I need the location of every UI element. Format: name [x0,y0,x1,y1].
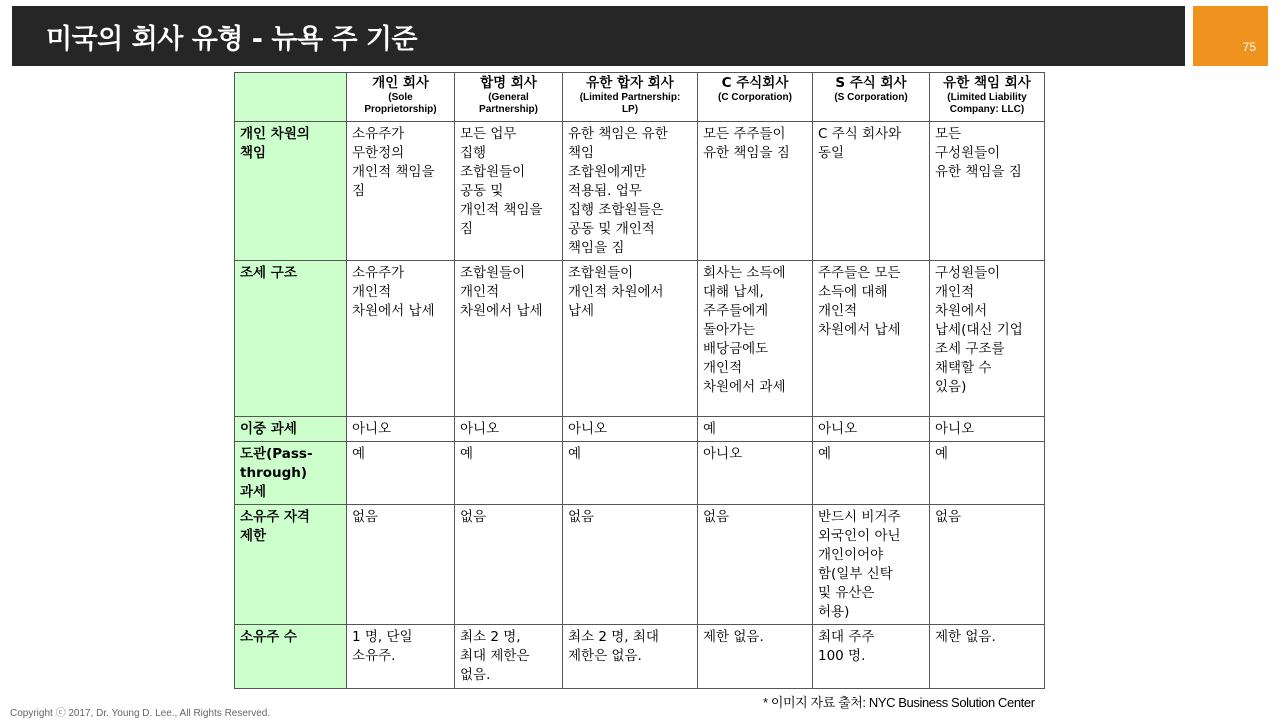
cell-line: 동일 [818,145,845,161]
cell-line: 없음 [568,509,595,525]
cell-line: 차원에서 과세 [703,379,786,395]
row-header-line: 과세 [240,484,267,500]
cell-line: 개인이어야 [818,547,884,563]
cell-line: 허용) [818,604,850,620]
table-row [235,122,1045,261]
cell-line: C 주식 회사와 [818,126,902,142]
company-comparison-table [234,72,1045,689]
row-header-line: 도관(Pass- [240,446,313,462]
cell-line: 예 [568,446,582,462]
image-source-note: * 이미지 자료 출처: NYC Business Solution Center [763,695,1035,710]
table-cell [698,261,813,417]
cell-line: 공동 및 개인적 [568,221,655,237]
cell-line: 개인적 [460,284,500,300]
table-header-row [235,73,1045,122]
table-cell [455,625,563,689]
table-cell [698,625,813,689]
column-header [813,73,930,122]
table-cell [563,625,698,689]
cell-line: 조합원들이 [568,265,634,281]
table-cell [930,261,1045,417]
cell-line: 회사는 소득에 [703,265,786,281]
row-header-line: 소유주 자격 [240,509,310,525]
column-header-subtitle: LP) [621,104,639,115]
column-header-subtitle: (Limited Liability [947,92,1027,103]
column-header-title: 개인 회사 [372,75,429,91]
page-title: 미국의 회사 유형 - 뉴욕 주 기준 [46,24,418,55]
cell-line: 차원에서 납세 [460,303,543,319]
table-cell [698,122,813,261]
copyright-notice: Copyright ⓒ 2017, Dr. Young D. Lee., All Rights Reserved. [10,708,271,719]
cell-line: 아니오 [352,421,392,437]
cell-line: 예 [460,446,474,462]
table-row [235,505,1045,625]
column-header-title: C 주식회사 [721,75,789,91]
row-header-line: 개인 차원의 [240,126,310,142]
cell-line: 최대 주주 [818,629,875,645]
table-cell [455,122,563,261]
cell-line: 구성원들이 [935,145,1001,161]
table-cell [813,122,930,261]
cell-line: 적용됨. 업무 [568,183,642,199]
cell-line: 모든 [935,126,962,142]
table-cell [347,505,455,625]
cell-line: 반드시 비거주 [818,509,901,525]
table-cell [813,417,930,442]
page-number-box [1193,6,1268,66]
table-cell [698,417,813,442]
table-cell [563,417,698,442]
column-header [698,73,813,122]
table-cell [563,261,698,417]
cell-line: 개인적 [352,284,392,300]
cell-line: 최대 제한은 [460,648,530,664]
cell-line: 소득에 대해 [818,284,888,300]
cell-line: 아니오 [703,446,743,462]
table-cell [813,261,930,417]
row-header [235,417,347,442]
row-header [235,122,347,261]
title-bar [12,6,1185,66]
cell-line: 차원에서 [935,303,988,319]
column-header-subtitle: (Limited Partnership: [579,92,681,103]
cell-line: 주주들에게 [703,303,769,319]
row-header [235,442,347,505]
table-cell [455,505,563,625]
cell-line: 모든 업무 [460,126,517,142]
table-cell [347,417,455,442]
column-header [930,73,1045,122]
table-cell [455,417,563,442]
cell-line: 차원에서 납세 [352,303,435,319]
cell-line: 차원에서 납세 [818,322,901,338]
cell-line: 아니오 [935,421,975,437]
cell-line: 조합원들이 [460,265,526,281]
cell-line: 있음) [935,379,967,395]
column-header-subtitle: (Sole [388,92,413,103]
table-cell [930,505,1045,625]
cell-line: 개인적 책임을 [352,164,435,180]
table-row [235,442,1045,505]
cell-line: 개인적 [703,360,743,376]
table-row [235,261,1045,417]
table-cell [347,442,455,505]
cell-line: 구성원들이 [935,265,1001,281]
cell-line: 제한 없음. [935,629,996,645]
cell-line: 예 [352,446,366,462]
table-cell [930,122,1045,261]
table-corner-cell [235,73,347,122]
cell-line: 소유주가 [352,126,405,142]
cell-line: 개인적 [818,303,858,319]
cell-line: 없음 [352,509,379,525]
cell-line: 집행 조합원들은 [568,202,664,218]
table-cell [930,442,1045,505]
column-header-subtitle: Partnership) [479,104,538,115]
cell-line: 함(일부 신탁 [818,566,893,582]
row-header-line: 이중 과세 [240,421,297,437]
table-cell [930,625,1045,689]
table-cell [813,505,930,625]
table-cell [698,442,813,505]
column-header [563,73,698,122]
cell-line: 돌아가는 [703,322,756,338]
row-header-line: through) [240,465,308,481]
column-header-title: S 주식 회사 [835,75,907,91]
table-cell [347,122,455,261]
table-cell [930,417,1045,442]
cell-line: 없음 [460,509,487,525]
table-cell [347,625,455,689]
row-header-line: 소유주 수 [240,629,297,645]
cell-line: 공동 및 [460,183,504,199]
row-header [235,261,347,417]
cell-line: 아니오 [568,421,608,437]
table-cell [563,505,698,625]
cell-line: 소유주가 [352,265,405,281]
cell-line: 무한정의 [352,145,405,161]
cell-line: 책임을 짐 [568,240,625,256]
cell-line: 짐 [352,183,366,199]
cell-line: 없음. [460,667,491,683]
column-header-subtitle: Proprietorship) [364,104,437,115]
column-header [347,73,455,122]
cell-line: 최소 2 명, 최대 [568,629,659,645]
table-cell [698,505,813,625]
table-cell [813,625,930,689]
cell-line: 조합원에게만 [568,164,647,180]
cell-line: 배당금에도 [703,341,769,357]
cell-line: 예 [818,446,832,462]
cell-line: 책임 [568,145,595,161]
cell-line: 외국인이 아닌 [818,528,901,544]
cell-line: 모든 주주들이 [703,126,786,142]
cell-line: 주주들은 모든 [818,265,901,281]
table-cell [455,261,563,417]
cell-line: 유한 책임을 짐 [703,145,790,161]
cell-line: 예 [703,421,717,437]
table-row [235,625,1045,689]
cell-line: 조합원들이 [460,164,526,180]
column-header-title: 유한 합자 회사 [586,75,674,91]
cell-line: 없음 [703,509,730,525]
cell-line: 개인적 차원에서 [568,284,664,300]
page-number: 75 [1242,40,1256,54]
table-cell [347,261,455,417]
cell-line: 최소 2 명, [460,629,521,645]
cell-line: 개인적 [935,284,975,300]
cell-line: 제한 없음. [703,629,764,645]
cell-line: 아니오 [460,421,500,437]
row-header-line: 제한 [240,528,267,544]
table-row [235,417,1045,442]
cell-line: 제한은 없음. [568,648,642,664]
row-header [235,625,347,689]
column-header-subtitle: Company: LLC) [949,104,1025,115]
row-header-line: 책임 [240,145,267,161]
cell-line: 유한 책임을 짐 [935,164,1022,180]
cell-line: 조세 구조를 [935,341,1005,357]
cell-line: 및 유산은 [818,585,875,601]
cell-line: 유한 책임은 유한 [568,126,668,142]
table-cell [455,442,563,505]
column-header-subtitle: (C Corporation) [718,92,792,103]
column-header-title: 유한 책임 회사 [943,75,1031,91]
table-cell [563,442,698,505]
column-header-title: 합명 회사 [480,75,537,91]
table-cell [813,442,930,505]
cell-line: 없음 [935,509,962,525]
cell-line: 채택할 수 [935,360,992,376]
column-header-subtitle: (General [488,92,529,103]
cell-line: 1 명, 단일 [352,629,413,645]
cell-line: 집행 [460,145,487,161]
cell-line: 납세 [568,303,595,319]
cell-line: 짐 [460,221,474,237]
cell-line: 대해 납세, [703,284,764,300]
table-cell [563,122,698,261]
row-header-line: 조세 구조 [240,265,297,281]
cell-line: 납세(대신 기업 [935,322,1023,338]
cell-line: 아니오 [818,421,858,437]
cell-line: 개인적 책임을 [460,202,543,218]
cell-line: 예 [935,446,949,462]
cell-line: 100 명. [818,648,866,664]
column-header [455,73,563,122]
cell-line: 소유주. [352,648,396,664]
column-header-subtitle: (S Corporation) [834,92,908,103]
row-header [235,505,347,625]
